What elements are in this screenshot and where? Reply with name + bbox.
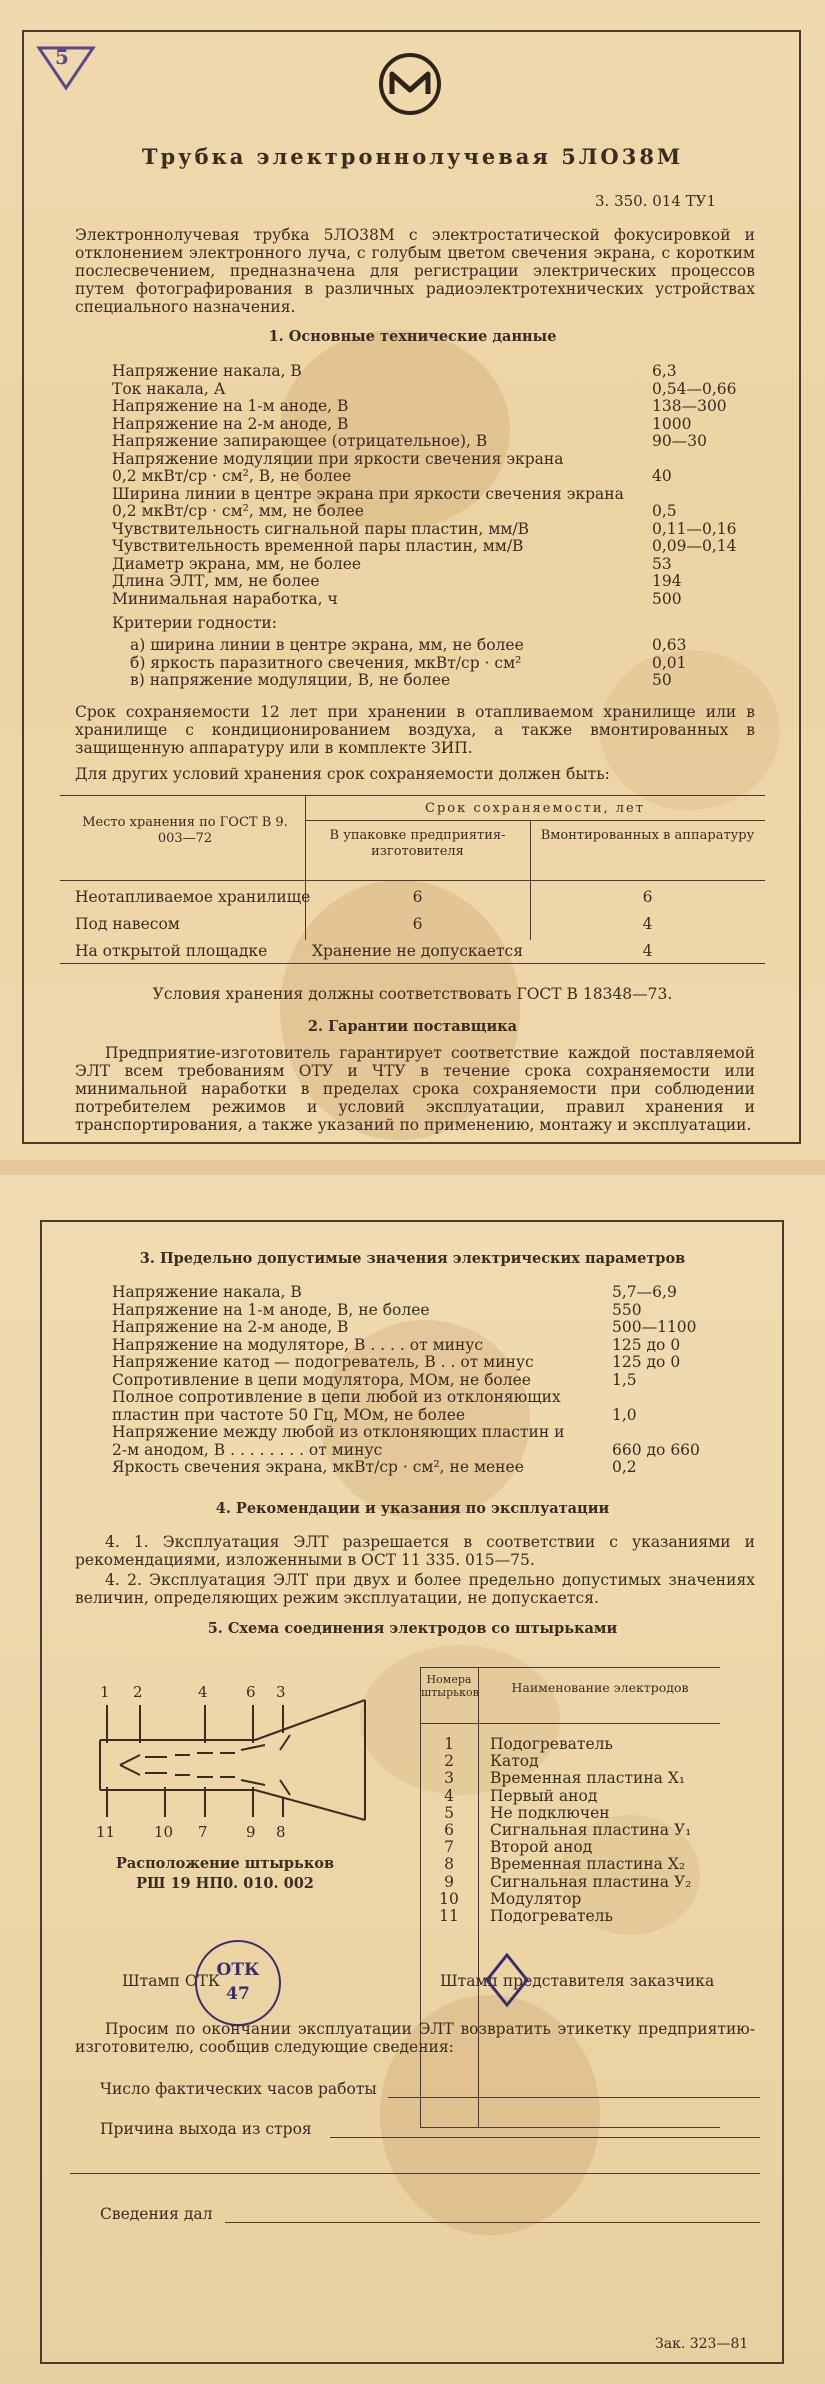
table-rule	[305, 820, 765, 821]
spec-code: 3. 350. 014 ТУ1	[595, 192, 717, 210]
limit-value: 0,2	[612, 1458, 637, 1476]
limit-label: 2-м анодом, В . . . . . . . . от минус	[112, 1440, 383, 1459]
spec-label: Чувствительность временной пары пластин, мм/В	[112, 537, 524, 555]
limit-label: Напряжение на 2-м аноде, В	[112, 1318, 349, 1336]
limit-label: пластин при частоте 50 Гц, МОм, не более	[112, 1405, 466, 1424]
spec-value: 138—300	[652, 397, 727, 415]
otk-stamp-text: ОТК	[216, 1960, 260, 1980]
section-3-title: 3. Предельно допустимые значения электрических параметров	[139, 1250, 686, 1267]
spec-label: Напряжение на 2-м аноде, В	[112, 414, 349, 433]
table-rule	[420, 2127, 720, 2128]
spec-label: Ширина линии в центре экрана при яркости свечения экрана	[112, 484, 624, 503]
pin-number: 5	[444, 1803, 454, 1822]
table-col-mounted-header: Вмонтированных в аппаратуру	[540, 828, 755, 843]
electrode-name: Второй анод	[490, 1838, 593, 1857]
limit-value: 1,5	[612, 1370, 637, 1389]
pin-number: 11	[439, 1907, 459, 1925]
diagram-caption: Расположение штырьков	[115, 1855, 335, 1872]
pin-number: 3	[444, 1769, 454, 1788]
spec-label: Диаметр экрана, мм, не более	[112, 554, 362, 573]
spec-label: Напряжение накала, В	[112, 362, 302, 380]
limit-value: 125 до 0	[612, 1335, 681, 1354]
table-group-header: Срок сохраняемости, лет	[425, 801, 645, 816]
section-2-title: 2. Гарантии поставщика	[307, 1018, 518, 1035]
spec-value: 0,54—0,66	[652, 379, 737, 398]
storage-cell-pack: 6	[412, 888, 423, 906]
pin-table-number-header: Номера штырьков	[421, 1673, 479, 1699]
electrode-name: Катод	[490, 1752, 539, 1771]
pin-number: 2	[444, 1752, 454, 1771]
pin-number: 7	[444, 1838, 454, 1857]
section-4-para-1: 4. 1. Эксплуатация ЭЛТ разрешается в соответствии с указаниями и рекомендациями, изложенными в ОСТ 11 335. 015—75.	[75, 1533, 755, 1569]
spec-value: 1000	[652, 414, 692, 433]
electrode-name: Сигнальная пластина У₁	[490, 1821, 692, 1839]
spec-label: Напряжение запирающее (отрицательное), В	[112, 432, 488, 450]
pin-label-bottom: 9	[246, 1823, 256, 1841]
limit-label: Напряжение между любой из отклоняющих пластин и	[112, 1423, 565, 1441]
pin-number: 9	[444, 1872, 454, 1891]
print-order-number: Зак. 323—81	[655, 2336, 749, 2352]
limit-label: Полное сопротивление в цепи любой из отклоняющих	[112, 1388, 561, 1406]
label-sheet-bottom	[0, 1175, 825, 2384]
table-rule	[420, 1723, 720, 1724]
spec-value: 194	[652, 572, 682, 590]
intro-paragraph: Электроннолучевая трубка 5ЛО38М с электростатической фокусировкой и отклонением электронного луча, с голубым цветом свечения экрана, с коротким послесвечением, предназначена для регистрации электрических процессов путем фотографирования в различных радиоэлектротехнических устройствах специального назначения.	[75, 226, 755, 316]
label-sheet-top	[0, 0, 825, 1160]
pin-label-bottom: 7	[198, 1823, 208, 1841]
limit-label: Напряжение на 1-м аноде, В, не более	[112, 1300, 430, 1319]
spec-value: 53	[652, 554, 672, 573]
document-title: Трубка электроннолучевая 5ЛО38М	[141, 144, 684, 169]
pin-number: 6	[444, 1821, 454, 1839]
electrode-name: Сигнальная пластина У₂	[490, 1872, 692, 1891]
spec-value: 0,09—0,14	[652, 537, 737, 555]
spec-label: 0,2 мкВт/ср · см², мм, не более	[112, 502, 364, 520]
limit-value: 1,0	[612, 1405, 637, 1424]
electrode-name: Первый анод	[490, 1786, 598, 1805]
storage-cell-place: Неотапливаемое хранилище	[75, 888, 311, 906]
pin-table-name-header: Наименование электродов	[511, 1680, 689, 1695]
electrode-name: Не подключен	[490, 1803, 610, 1822]
criterion-label: б) яркость паразитного свечения, мкВт/ср · см²	[130, 653, 522, 672]
pin-number: 10	[439, 1889, 459, 1908]
field-hours-line	[388, 2097, 760, 2098]
limit-label: Сопротивление в цепи модулятора, МОм, не более	[112, 1370, 531, 1389]
storage-cell-mounted: 4	[642, 942, 653, 960]
field-given-label: Сведения дал	[100, 2205, 213, 2223]
section-4-para-2: 4. 2. Эксплуатация ЭЛТ при двух и более предельно допустимых значениях величин, определяющих режим эксплуатации, не допускается.	[75, 1571, 755, 1607]
criterion-label: в) напряжение модуляции, В, не более	[130, 671, 451, 689]
stamp-customer-label: Штамп представителя заказчика	[440, 1972, 715, 1990]
pin-label-bottom: 10	[154, 1823, 174, 1841]
pin-label-top: 6	[246, 1683, 256, 1701]
storage-cell-place: Под навесом	[75, 915, 180, 933]
pin-number: 1	[444, 1735, 454, 1753]
criterion-value: 50	[652, 671, 672, 689]
spec-label: Напряжение на 1-м аноде, В	[112, 397, 349, 415]
spec-value: 6,3	[652, 362, 677, 380]
section-5-title: 5. Схема соединения электродов со штырьками	[207, 1620, 618, 1637]
diamond-customer-stamp-icon	[485, 1953, 529, 2007]
field-extra-line	[70, 2173, 760, 2174]
storage-paragraph: Срок сохраняемости 12 лет при хранении в отапливаемом хранилище или в хранилище с кондиционированием воздуха, а также вмонтированных в защищенную аппаратуру или в комплекте ЗИП.	[75, 703, 755, 757]
table-col-pack-header: В упаковке предприятия-изготовителя	[329, 828, 506, 859]
electrode-name: Модулятор	[490, 1889, 582, 1908]
spec-label: Ток накала, А	[112, 379, 226, 398]
storage-cell-mounted: 6	[642, 888, 653, 906]
limit-value: 5,7—6,9	[612, 1283, 677, 1301]
criterion-value: 0,63	[652, 636, 687, 654]
field-given-line	[225, 2222, 760, 2223]
limit-value: 125 до 0	[612, 1353, 681, 1371]
pin-label-bottom: 8	[276, 1823, 286, 1841]
pin-number: 8	[444, 1855, 454, 1874]
criteria-title: Критерии годности:	[112, 614, 277, 632]
spec-label: Чувствительность сигнальной пары пластин, мм/В	[112, 519, 530, 538]
electrode-name: Временная пластина Х₁	[490, 1769, 686, 1788]
spec-value: 40	[652, 467, 672, 485]
table-rule	[478, 1667, 479, 2127]
pin-label-top: 3	[276, 1683, 286, 1701]
electrode-name: Подогреватель	[490, 1735, 613, 1753]
table-rule	[60, 880, 765, 881]
electrode-name: Подогреватель	[490, 1907, 613, 1925]
field-hours-label: Число фактических часов работы	[100, 2080, 377, 2098]
storage-cell-pack: Хранение не допускается	[311, 942, 524, 960]
pin-label-top: 2	[133, 1683, 143, 1701]
tube-electrode-diagram	[95, 1695, 405, 1825]
storage-cell-place: На открытой площадке	[75, 942, 268, 960]
section-2-text: Предприятие-изготовитель гарантирует соответствие каждой поставляемой ЭЛТ всем требованиям ОТУ и ЧТУ в течение срока сохраняемости или минимальной наработки в пределах срока сохраняемости при соблюдении потребителем режимов и условий эксплуатации, правил хранения и транспортирования, а также указаний по применению, монтажу и эксплуатации.	[75, 1044, 755, 1134]
limit-label: Напряжение на модуляторе, В . . . . от минус	[112, 1335, 484, 1354]
storage-cell-pack: 6	[412, 915, 423, 933]
limit-label: Яркость свечения экрана, мкВт/ср · см², не менее	[112, 1458, 524, 1476]
criterion-value: 0,01	[652, 653, 687, 672]
spec-value: 0,11—0,16	[652, 519, 737, 538]
gost-line: Условия хранения должны соответствовать ГОСТ В 18348—73.	[152, 985, 673, 1003]
spec-label: Длина ЭЛТ, мм, не более	[112, 572, 320, 590]
table-col-place-header: Место хранения по ГОСТ В 9. 003—72	[82, 815, 288, 846]
otk-round-stamp	[195, 1940, 281, 2026]
limit-value: 550	[612, 1300, 642, 1319]
section-4-title: 4. Рекомендации и указания по эксплуатации	[215, 1500, 610, 1517]
table-rule	[420, 1667, 720, 1668]
corner-stamp-number: 5	[55, 45, 69, 69]
pin-label-bottom: 11	[96, 1823, 116, 1841]
electrode-name: Временная пластина Х₂	[490, 1855, 686, 1874]
field-reason-line	[330, 2137, 760, 2138]
otk-stamp-number: 47	[226, 1984, 250, 2004]
table-rule	[60, 795, 765, 796]
spec-value: 500	[652, 589, 682, 608]
limit-value: 500—1100	[612, 1318, 697, 1336]
field-reason-label: Причина выхода из строя	[100, 2120, 312, 2138]
diagram-socket-code: РШ 19 НП0. 010. 002	[136, 1875, 314, 1892]
stamp-otk-label: Штамп ОТК	[122, 1972, 220, 1990]
return-request-text: Просим по окончании эксплуатации ЭЛТ возвратить этикетку предприятию-изготовителю, сообщив следующие сведения:	[75, 2020, 755, 2056]
spec-label: Минимальная наработка, ч	[112, 589, 338, 608]
table-rule	[60, 963, 765, 964]
section-1-title: 1. Основные технические данные	[268, 328, 557, 345]
spec-label: Напряжение модуляции при яркости свечения экрана	[112, 449, 564, 468]
spec-value: 90—30	[652, 432, 707, 450]
criterion-label: а) ширина линии в центре экрана, мм, не более	[130, 636, 524, 654]
limit-label: Напряжение катод — подогреватель, В . . от минус	[112, 1353, 534, 1371]
limit-value: 660 до 660	[612, 1440, 700, 1459]
limit-label: Напряжение накала, В	[112, 1283, 302, 1301]
spec-value: 0,5	[652, 502, 677, 520]
pin-label-top: 1	[100, 1683, 110, 1701]
storage-other-line: Для других условий хранения срок сохраняемости должен быть:	[75, 765, 610, 783]
spec-label: 0,2 мкВт/ср · см², В, не более	[112, 467, 352, 485]
storage-cell-mounted: 4	[642, 915, 653, 933]
pin-number: 4	[444, 1786, 454, 1805]
manufacturer-logo-icon	[378, 52, 442, 116]
pin-label-top: 4	[198, 1683, 208, 1701]
